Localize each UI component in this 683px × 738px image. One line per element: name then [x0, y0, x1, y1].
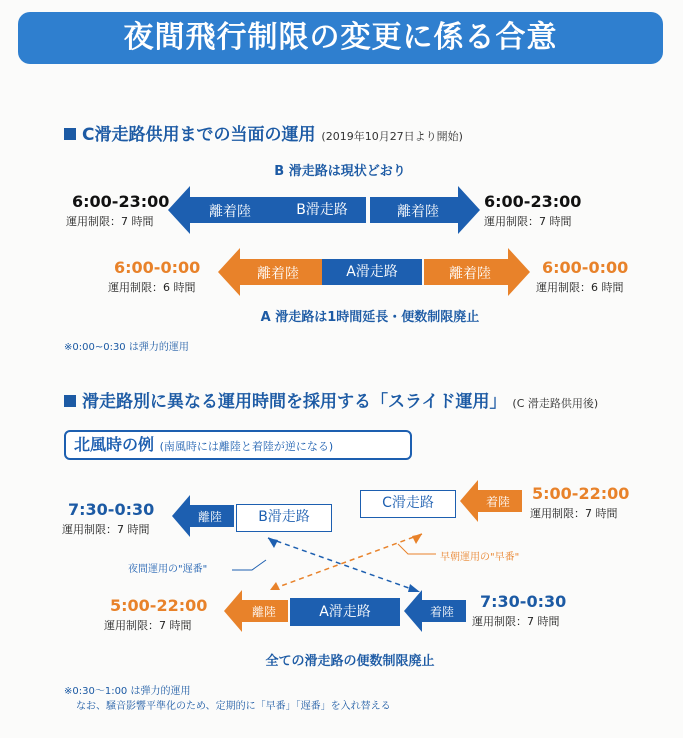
early-label-pointer — [396, 542, 436, 562]
b-takeoff-arrow — [172, 495, 234, 537]
a-right-time: 7:30-0:30 — [480, 592, 567, 611]
a-landing-arrow — [404, 590, 466, 632]
square-bullet-icon — [64, 128, 76, 140]
a-runway-box-2: A滑走路 — [290, 598, 400, 626]
row2-left-arrow — [218, 248, 322, 296]
a-landing-label: 着陸 — [429, 605, 455, 619]
row1-left-arrow-label: 離着陸 — [209, 204, 251, 220]
row1-right-time: 6:00-23:00 — [484, 192, 582, 211]
row1-right-arrow — [370, 186, 480, 234]
row1-left-arrow — [168, 186, 278, 234]
b-runway-box: B滑走路 — [278, 197, 366, 223]
example-box — [64, 430, 412, 460]
example-note: (南風時には離陸と着陸が逆になる) — [159, 440, 334, 453]
a-left-limit: 運用制限：7 時間 — [104, 619, 192, 632]
row2-left-time: 6:00-0:00 — [114, 258, 201, 277]
section2-heading: 滑走路別に異なる運用時間を採用する「スライド運用」 (C 滑走路供用後) — [64, 387, 598, 412]
section2-heading-small: (C 滑走路供用後) — [512, 397, 599, 410]
b-runway-box-2: B滑走路 — [236, 504, 332, 532]
row2-right-time: 6:00-0:00 — [542, 258, 629, 277]
row2-right-arrow — [424, 248, 530, 296]
crossing-lines — [260, 528, 430, 598]
page-title: 夜間飛行制限の変更に係る合意 — [18, 12, 663, 64]
a-runway-box: A滑走路 — [322, 259, 422, 285]
b-runway-note: B 滑走路は現状どおり — [274, 164, 406, 179]
row2-right-arrow-label: 離着陸 — [449, 266, 491, 282]
row2-right-limit: 運用制限：6 時間 — [536, 281, 624, 294]
late-shift-label: 夜間運用の"遅番" — [128, 564, 208, 575]
a-left-time: 5:00-22:00 — [110, 596, 208, 615]
a-runway-note: A 滑走路は1時間延長・便数制限廃止 — [260, 310, 480, 325]
section2-footnote1: ※0:30～1:00 は弾力的運用 — [64, 686, 191, 697]
a-takeoff-arrow — [224, 590, 288, 632]
section2-footnote2: なお、騒音影響平準化のため、定期的に「早番」「遅番」を入れ替える — [76, 701, 391, 712]
section1-footnote: ※0:00~0:30 は弾力的運用 — [64, 342, 189, 353]
b-time: 7:30-0:30 — [68, 500, 155, 519]
c-landing-arrow — [460, 480, 522, 522]
c-runway-box: C滑走路 — [360, 490, 456, 518]
b-takeoff-label: 離陸 — [197, 510, 223, 524]
section1-heading: C滑走路供用までの当面の運用 (2019年10月27日より開始) — [64, 120, 463, 145]
c-limit: 運用制限：7 時間 — [530, 507, 618, 520]
row1-left-limit: 運用制限：7 時間 — [66, 215, 154, 228]
section1-date: (2019年10月27日より開始) — [321, 130, 463, 143]
c-time: 5:00-22:00 — [532, 484, 630, 503]
late-label-pointer — [232, 558, 268, 578]
a-right-limit: 運用制限：7 時間 — [472, 615, 560, 628]
row1-right-arrow-label: 離着陸 — [397, 204, 439, 220]
row2-left-arrow-label: 離着陸 — [257, 266, 299, 282]
early-shift-label: 早朝運用の"早番" — [440, 552, 520, 563]
row1-right-limit: 運用制限：7 時間 — [484, 215, 572, 228]
example-title: 北風時の例 — [74, 435, 155, 454]
c-landing-label: 着陸 — [485, 495, 511, 509]
b-limit: 運用制限：7 時間 — [62, 523, 150, 536]
row2-left-limit: 運用制限：6 時間 — [108, 281, 196, 294]
a-takeoff-label: 離陸 — [251, 605, 277, 619]
arrow-head-icon — [270, 582, 280, 590]
row1-left-time: 6:00-23:00 — [72, 192, 170, 211]
all-runways-note: 全ての滑走路の便数制限廃止 — [265, 654, 435, 669]
square-bullet-icon — [64, 395, 76, 407]
arrow-head-icon — [268, 538, 278, 548]
